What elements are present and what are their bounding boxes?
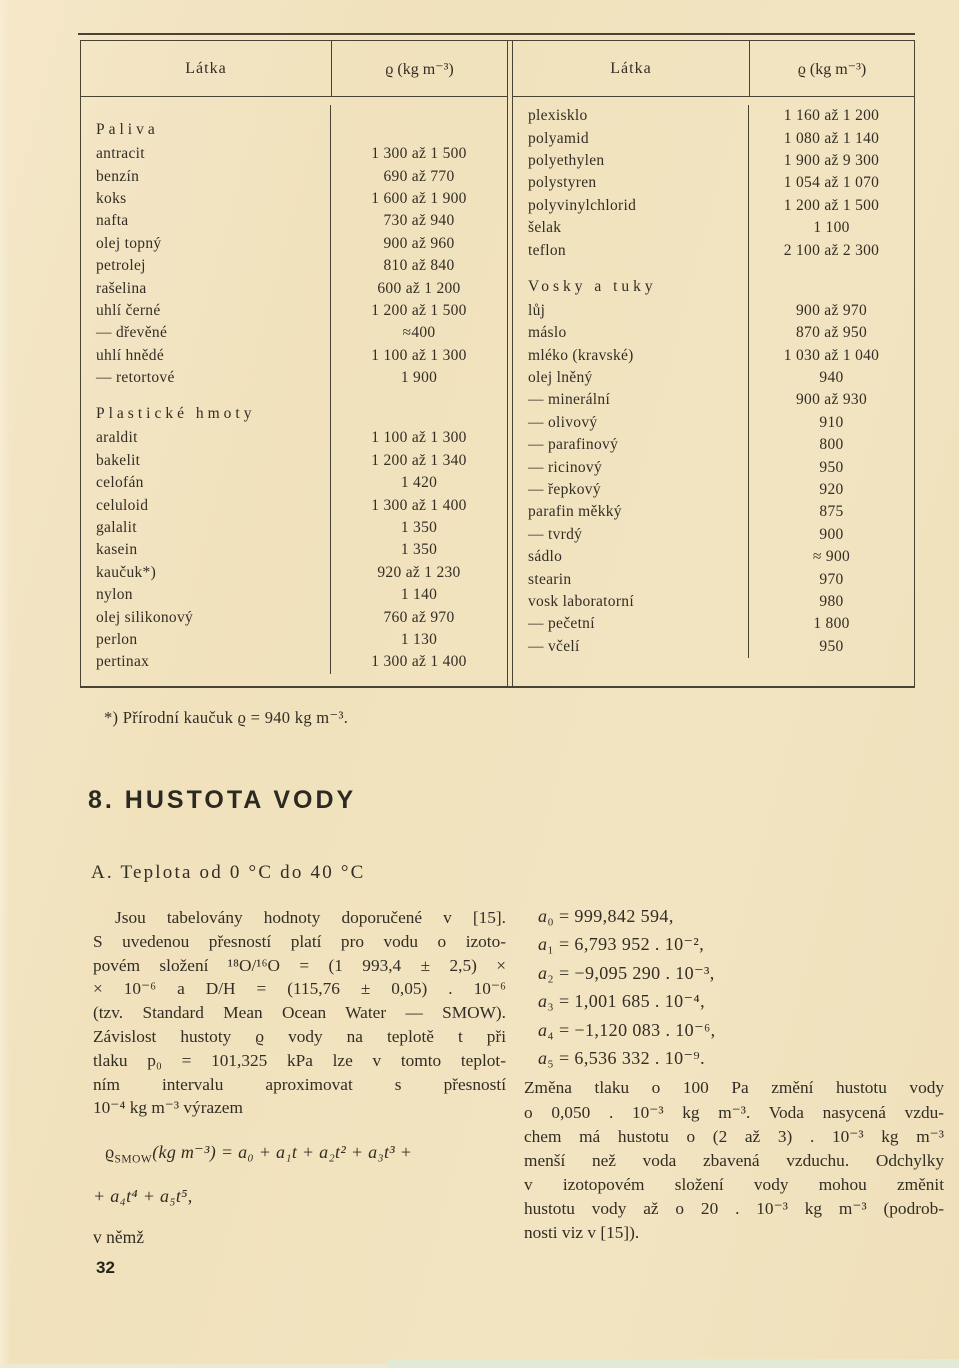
- table-section-label: Paliva: [81, 105, 331, 143]
- density-value: 1 200 až 1 500: [783, 196, 880, 214]
- substance-name: benzín: [81, 165, 331, 187]
- intro-text-line: S uvedenou přesností platí pro vodu o izoto-: [93, 931, 506, 951]
- density-value: 900 až 960: [383, 234, 455, 252]
- table-row: [81, 165, 507, 187]
- density-value: 900: [819, 525, 844, 543]
- table-row: [81, 427, 507, 449]
- density-value: 1 900: [400, 369, 438, 387]
- substance-name: rašelina: [81, 277, 331, 299]
- density-value: 810 až 840: [383, 257, 455, 275]
- density-value: 1 600 až 1 900: [371, 189, 467, 207]
- table-row: [81, 345, 507, 367]
- density-value: 1 420: [400, 474, 438, 492]
- density-value: 1 300 až 1 400: [371, 496, 467, 514]
- substance-name: šelak: [513, 217, 749, 239]
- table-row: [513, 195, 914, 217]
- intro-text-line: 10⁻⁴ kg m⁻³ výrazem: [93, 1098, 243, 1118]
- page-number: 32: [96, 1258, 115, 1277]
- density-value: 1 200 až 1 340: [371, 451, 467, 469]
- density-value: 875: [819, 503, 844, 521]
- density-value: 1 100 až 1 300: [371, 346, 467, 364]
- substance-name: polystyren: [513, 172, 749, 194]
- table-row: [513, 434, 914, 456]
- density-formula-line-1: [93, 1137, 506, 1175]
- table-section-row: [81, 389, 507, 427]
- coefficient-line: a₁ = 6,793 952 . 10⁻²,: [538, 934, 705, 955]
- intro-text-line: povém složení ¹⁸O/¹⁶O = (1 993,4 ± 2,5) ×: [93, 955, 506, 975]
- substance-name: — pečetní: [513, 613, 749, 635]
- substance-name: celofán: [81, 472, 331, 494]
- density-formula-line-2: + a₄t⁴ + a₅t⁵,: [93, 1185, 193, 1206]
- substance-name: stearin: [513, 568, 749, 590]
- text-column-left: [93, 906, 506, 1248]
- density-value: 970: [819, 570, 844, 588]
- substance-name: pertinax: [81, 651, 331, 673]
- intro-text-line: × 10⁻⁶ a D/H = (115,76 ± 0,05) . 10⁻⁶: [93, 979, 506, 999]
- substance-name: sádlo: [513, 546, 749, 568]
- table-row: [81, 584, 507, 606]
- substance-name: kasein: [81, 539, 331, 561]
- density-value: 1 140: [400, 586, 438, 604]
- table-row: [81, 233, 507, 255]
- table-row: [513, 479, 914, 501]
- column-header-density: ϱ (kg m⁻³): [385, 60, 454, 78]
- table-row: [513, 546, 914, 568]
- substance-name: kaučuk*): [81, 562, 331, 584]
- density-value: 870 až 950: [795, 324, 867, 342]
- density-value: 2 100 až 2 300: [783, 241, 880, 259]
- substance-name: — ricinový: [513, 456, 749, 478]
- substance-name: celuloid: [81, 494, 331, 516]
- density-value: 940: [819, 369, 844, 387]
- substance-name: antracit: [81, 143, 331, 165]
- substance-name: perlon: [81, 629, 331, 651]
- intro-text-line: Jsou tabelovány hodnoty doporučené v [15].: [115, 908, 506, 927]
- density-value: 1 200 až 1 500: [371, 301, 467, 319]
- table-row: [81, 277, 507, 299]
- density-value: 910: [819, 413, 844, 431]
- substance-name: nafta: [81, 210, 331, 232]
- substance-name: — tvrdý: [513, 524, 749, 546]
- table-row: [513, 501, 914, 523]
- table-header-row: [81, 41, 507, 97]
- pressure-note-line: menší než voda zbavená vzduchu. Odchylky: [524, 1150, 944, 1170]
- table-row: [81, 450, 507, 472]
- density-value: 1 130: [400, 631, 438, 648]
- substance-name: uhlí hnědé: [81, 345, 331, 367]
- pressure-note-paragraph: [524, 1076, 944, 1245]
- table-row: [513, 412, 914, 434]
- density-value: 1 300 až 1 400: [371, 653, 467, 671]
- density-value: 1 080 až 1 140: [783, 129, 880, 147]
- substance-name: koks: [81, 188, 331, 210]
- density-value: 1 350: [400, 541, 438, 559]
- page-edge-shading: [0, 0, 10, 1368]
- table-footnote: *) Přírodní kaučuk ϱ = 940 kg m⁻³.: [104, 708, 349, 727]
- rho-symbol: ϱ: [105, 1142, 115, 1163]
- section-heading: 8. HUSTOTA VODY: [88, 786, 357, 814]
- column-header-density: ϱ (kg m⁻³): [797, 60, 867, 78]
- table-row: [513, 389, 914, 411]
- density-value: 1 350: [400, 519, 438, 537]
- table-row: [81, 562, 507, 584]
- column-header-substance: Látka: [513, 41, 750, 96]
- density-value: 800: [819, 436, 844, 454]
- density-value: 730 až 940: [383, 212, 455, 230]
- substance-name: — olivový: [513, 412, 749, 434]
- table-row: [513, 322, 914, 344]
- pressure-note-line: chem má hustotu o (2 až 3) . 10⁻³ kg m⁻³: [524, 1126, 944, 1146]
- density-value: 1 160 až 1 200: [783, 107, 880, 125]
- substance-name: — parafinový: [513, 434, 749, 456]
- substance-name: — včelí: [513, 636, 749, 658]
- density-value: 1 300 až 1 500: [371, 145, 467, 163]
- table-row: [81, 322, 507, 344]
- table-section-row: [81, 105, 507, 143]
- substance-name: — minerální: [513, 389, 749, 411]
- table-row: [513, 105, 914, 127]
- coefficient-line: a₄ = −1,120 083 . 10⁻⁶,: [538, 1019, 716, 1040]
- intro-text-line: ním intervalu aproximovat s přesností: [93, 1074, 506, 1094]
- table-section-label: Plastické hmoty: [81, 389, 331, 427]
- table-outer-top-rule: [78, 33, 915, 35]
- table-row: [513, 367, 914, 389]
- table-row: [513, 127, 914, 149]
- table-section-label: Vosky a tuky: [513, 262, 749, 300]
- table-row: [81, 539, 507, 561]
- formula-connector-text: v němž: [93, 1226, 145, 1247]
- substance-name: galalit: [81, 517, 331, 539]
- coefficient-line: a₅ = 6,536 332 . 10⁻⁹.: [538, 1048, 706, 1069]
- substance-name: — řepkový: [513, 479, 749, 501]
- table-row: [81, 210, 507, 232]
- substance-name: olej topný: [81, 233, 331, 255]
- substance-name: lůj: [513, 300, 749, 322]
- pressure-note-line: nosti viz v [15]).: [524, 1223, 640, 1242]
- table-row: [81, 367, 507, 389]
- density-value: 900 až 930: [795, 391, 867, 409]
- substance-name: teflon: [513, 239, 749, 261]
- density-value: ≈ 900: [812, 548, 851, 566]
- table-row: [513, 300, 914, 322]
- table-body-right: [513, 97, 914, 686]
- table-row: [81, 300, 507, 322]
- density-value: 950: [819, 458, 844, 476]
- pressure-note-line: v izotopovém složení vody mohou změnit: [524, 1174, 944, 1194]
- density-value: 950: [819, 637, 844, 655]
- substance-name: máslo: [513, 322, 749, 344]
- table-row: [513, 636, 914, 658]
- substance-name: polyvinylchlorid: [513, 195, 749, 217]
- density-value: 1 030 až 1 040: [783, 346, 880, 364]
- substance-name: — retortové: [81, 367, 331, 389]
- substance-name: petrolej: [81, 255, 331, 277]
- substance-name: polyethylen: [513, 150, 749, 172]
- substance-name: polyamid: [513, 127, 749, 149]
- table-row: [513, 568, 914, 590]
- substance-name: plexisklo: [513, 105, 749, 127]
- table-row: [81, 629, 507, 651]
- subsection-heading: A. Teplota od 0 °C do 40 °C: [91, 862, 366, 883]
- density-value: 1 100: [813, 219, 850, 237]
- density-value: 1 100 až 1 300: [371, 429, 467, 447]
- density-value: 1 900 až 9 300: [783, 151, 880, 169]
- table-row: [513, 591, 914, 613]
- intro-text-line: Závislost hustoty ϱ vody na teplotě t při: [93, 1026, 506, 1046]
- table-row: [513, 150, 914, 172]
- intro-text-line: (tzv. Standard Mean Ocean Water — SMOW).: [93, 1003, 506, 1023]
- substance-name: olej silikonový: [81, 606, 331, 628]
- coefficient-line: a₂ = −9,095 290 . 10⁻³,: [538, 962, 715, 983]
- substance-name: nylon: [81, 584, 331, 606]
- pressure-note-line: hustotu vody až o 20 . 10⁻³ kg m⁻³ (podrob-: [524, 1198, 944, 1218]
- intro-paragraph: [93, 906, 506, 1120]
- table-row: [81, 143, 507, 165]
- scan-edge-strip-left: [0, 1364, 388, 1368]
- density-value-empty: [749, 262, 914, 300]
- substance-name: mléko (kravské): [513, 345, 749, 367]
- pressure-note-line: o 0,050 . 10⁻³ kg m⁻³. Voda nasycená vzdu-: [524, 1102, 944, 1122]
- scan-edge-strip: [388, 1359, 959, 1368]
- text-column-right: [524, 902, 944, 1245]
- table-section-row: [513, 262, 914, 300]
- substance-name: vosk laboratorní: [513, 591, 749, 613]
- substance-name: uhlí černé: [81, 300, 331, 322]
- coefficient-line: a₃ = 1,001 685 . 10⁻⁴,: [538, 991, 706, 1012]
- table-row: [513, 613, 914, 635]
- table-row: [513, 172, 914, 194]
- table-row: [81, 255, 507, 277]
- substance-name: bakelit: [81, 450, 331, 472]
- density-table-right-half: [512, 41, 914, 686]
- intro-text-line: tlaku p₀ = 101,325 kPa lze v tomto teplot-: [93, 1050, 506, 1070]
- density-value-empty: [331, 389, 507, 427]
- formula-body: (kg m⁻³) = a₀ + a₁t + a₂t² + a₃t³ +: [152, 1142, 413, 1163]
- table-row: [81, 188, 507, 210]
- substance-name: olej lněný: [513, 367, 749, 389]
- density-value: 600 až 1 200: [377, 279, 461, 297]
- density-value: 690 až 770: [383, 167, 455, 185]
- density-table-left-half: [81, 41, 508, 686]
- density-table: [80, 40, 915, 688]
- density-value: 1 054 až 1 070: [783, 174, 880, 192]
- density-value-empty: [331, 105, 507, 143]
- substance-name: parafin měkký: [513, 501, 749, 523]
- table-row: [81, 517, 507, 539]
- substance-name: — dřevěné: [81, 322, 331, 344]
- table-row: [81, 472, 507, 494]
- table-row: [513, 239, 914, 261]
- formula-subscript: SMOW: [114, 1153, 153, 1166]
- coefficient-line: a₀ = 999,842 594,: [538, 906, 674, 926]
- table-row: [81, 651, 507, 673]
- table-row: [81, 494, 507, 516]
- pressure-note-line: Změna tlaku o 100 Pa změní hustotu vody: [524, 1078, 944, 1098]
- table-row: [513, 456, 914, 478]
- table-row: [81, 606, 507, 628]
- density-value: 980: [819, 593, 844, 610]
- density-value: 920: [819, 481, 844, 499]
- table-header-row: [513, 41, 914, 97]
- density-value: 920 až 1 230: [377, 563, 461, 581]
- coefficient-list: [524, 902, 944, 1072]
- table-body-left: [81, 97, 507, 686]
- density-value: 900 až 970: [795, 301, 867, 319]
- density-value: ≈400: [402, 324, 436, 342]
- table-row: [513, 524, 914, 546]
- density-value: 760 až 970: [383, 608, 455, 626]
- substance-name: araldit: [81, 427, 331, 449]
- table-row: [513, 345, 914, 367]
- table-row: [513, 217, 914, 239]
- density-value: 1 800: [813, 615, 850, 633]
- column-header-substance: Látka: [81, 41, 332, 96]
